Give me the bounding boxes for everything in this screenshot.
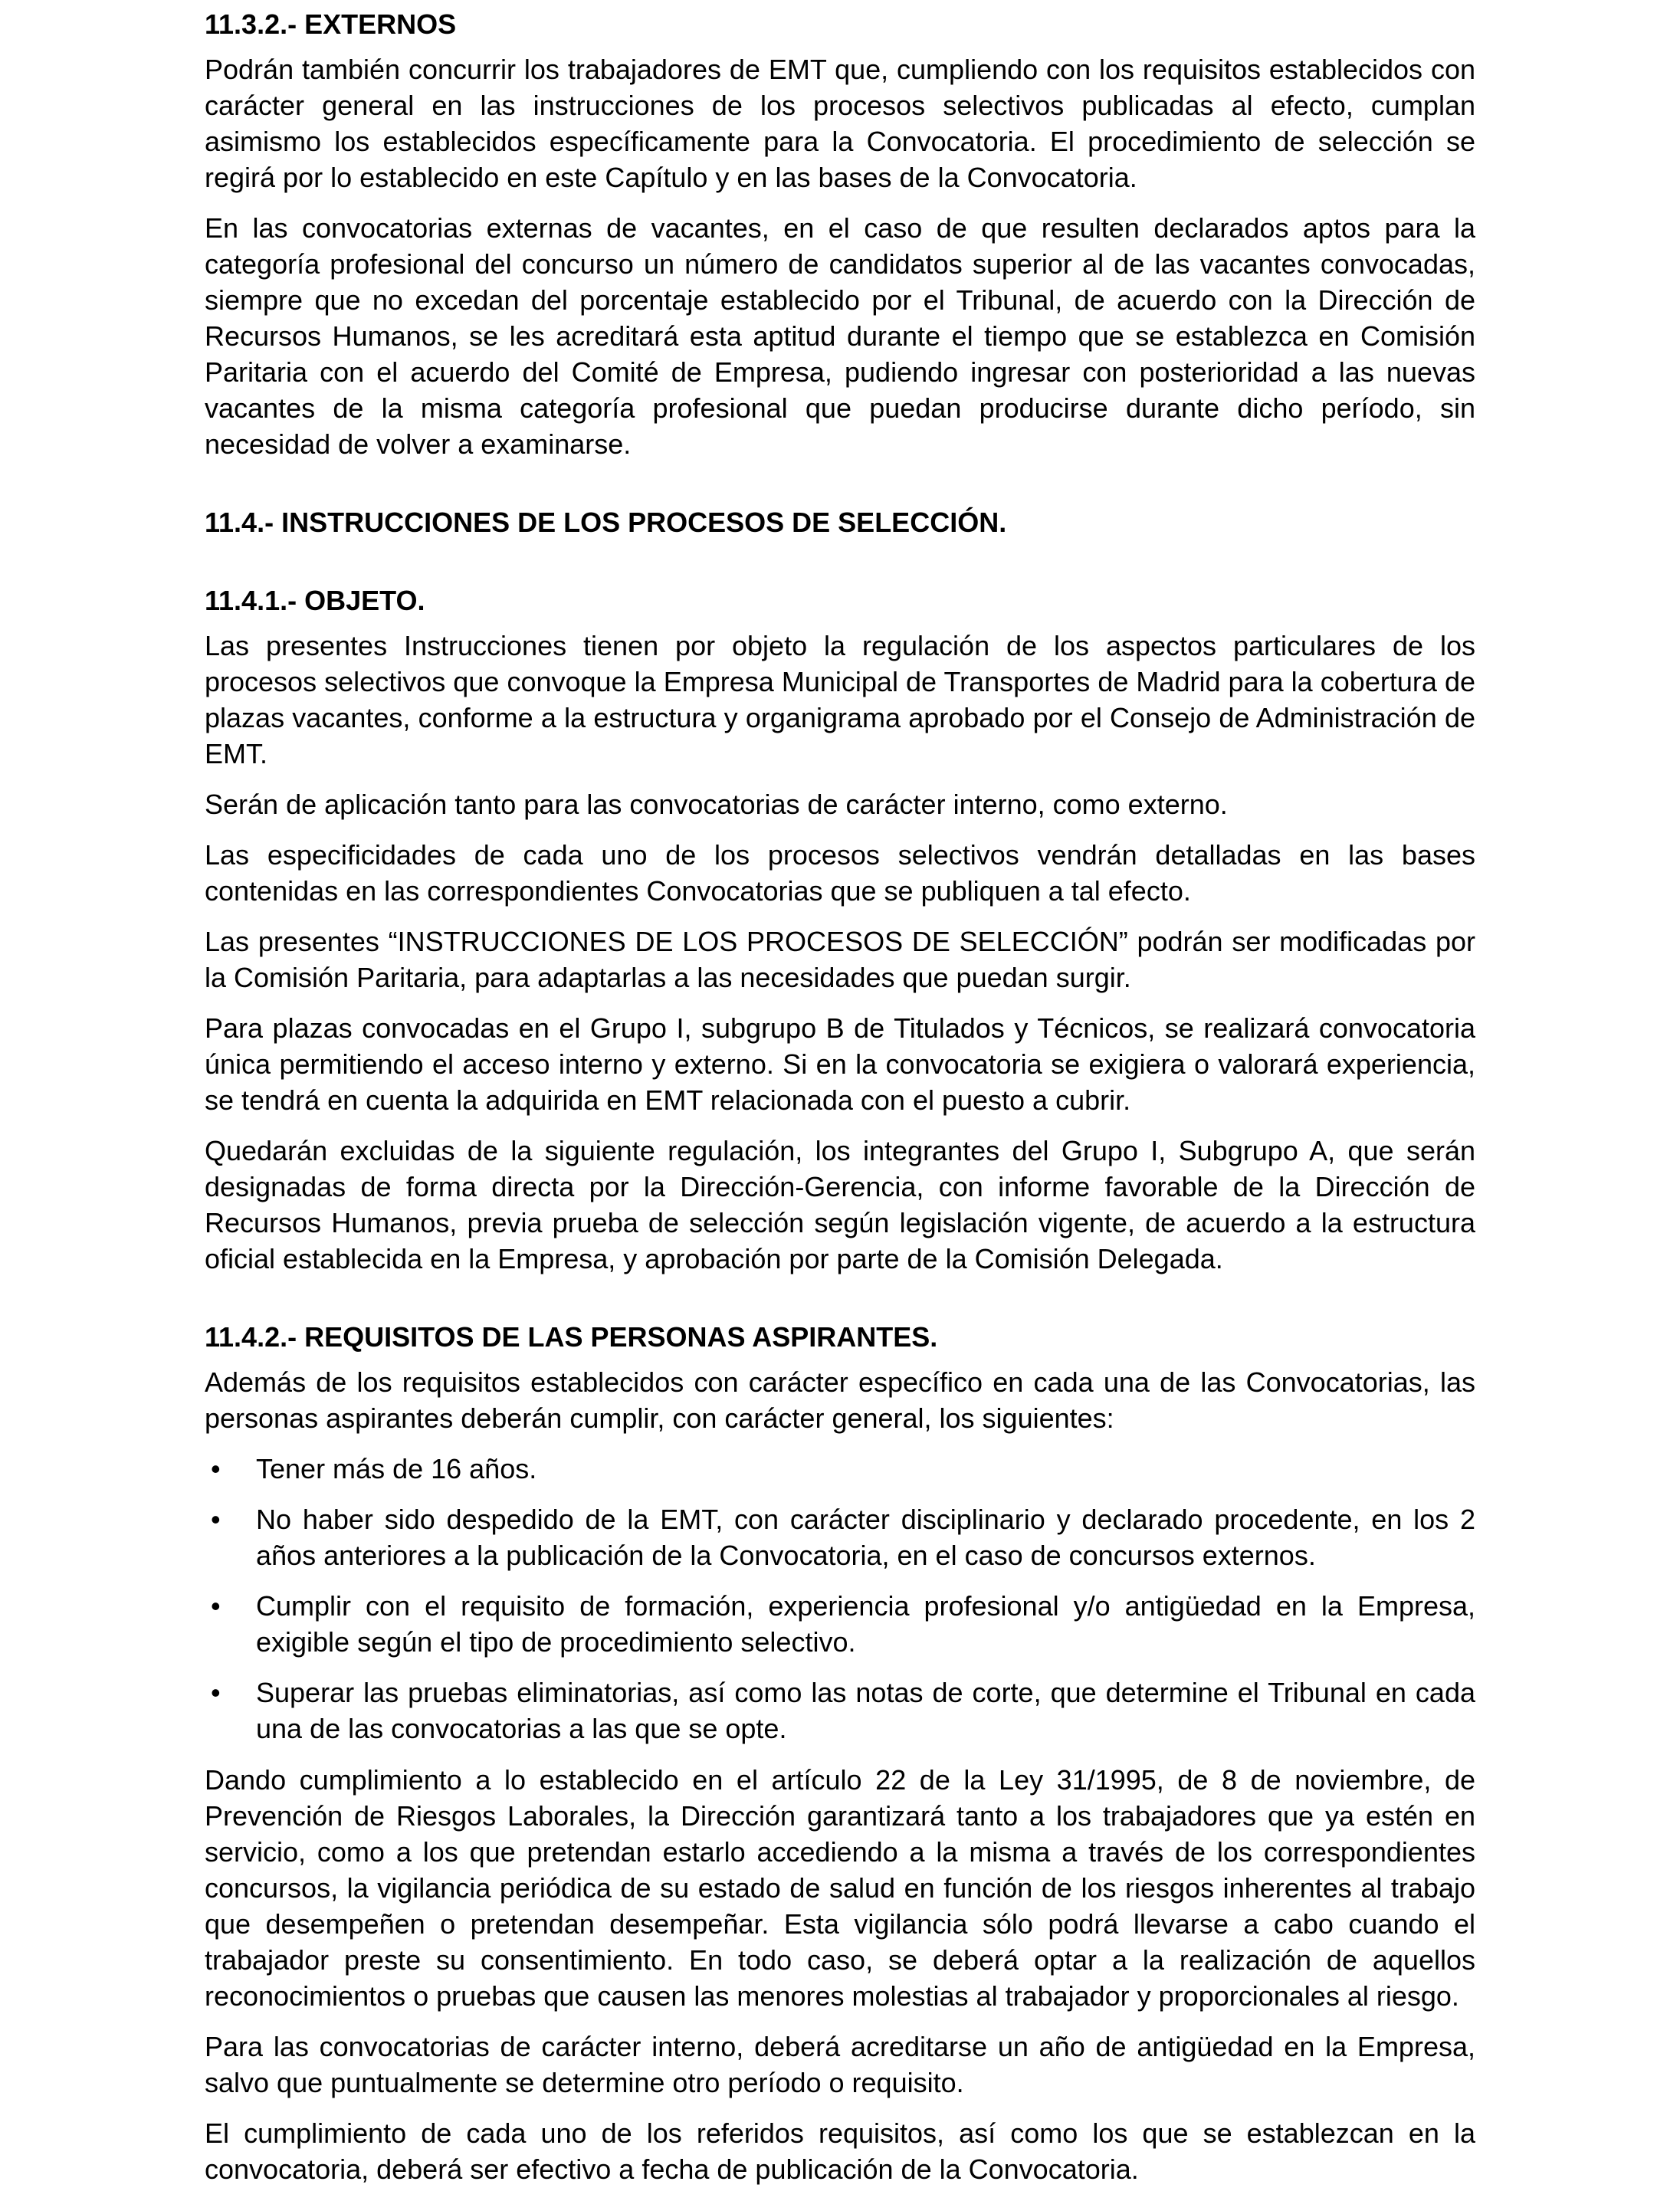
section-heading-11-4-instrucciones: 11.4.- INSTRUCCIONES DE LOS PROCESOS DE SELECCIÓN. xyxy=(205,507,1007,538)
bullet-icon: • xyxy=(211,1677,221,1708)
paragraph-objeto-4: Las presentes “INSTRUCCIONES DE LOS PROCESOS DE SELECCIÓN” podrán ser modificadas por la Comisión Paritaria, para adaptarlas a las necesidades que puedan surgir. xyxy=(205,926,1475,993)
paragraph-prevencion-riesgos: Dando cumplimiento a lo establecido en el artículo 22 de la Ley 31/1995, de 8 de noviembre, de Prevención de Riesgos Laborales, la Dirección garantizará tanto a los trabajadores que ya estén en servicio, como a los que pretendan estarlo accediendo a la misma a través de los correspondientes concursos, la vigilancia periódica de su estado de salud en función de los riesgos inherentes al trabajo que desempeñen o pretendan desempeñar. Esta vigilancia sólo podrá llevarse a cabo cuando el trabajador preste su consentimiento. En todo caso, se deberá optar a la realización de aquellos reconocimientos o pruebas que causen las menores molestias al trabajador y proporcionales al riesgo. xyxy=(205,1764,1475,2012)
bullet-item-text: No haber sido despedido de la EMT, con carácter disciplinario y declarado procedente, en los 2 años anteriores a la publicación de la Convocatoria, en el caso de concursos externos. xyxy=(256,1504,1475,1571)
paragraph-objeto-5: Para plazas convocadas en el Grupo I, subgrupo B de Titulados y Técnicos, se realizará convocatoria única permitiendo el acceso interno y externo. Si en la convocatoria se exigiera o valorará experiencia, se tendrá en cuenta la adquirida en EMT relacionada con el puesto a cubrir. xyxy=(205,1012,1475,1116)
section-heading-11-3-2-externos: 11.3.2.- EXTERNOS xyxy=(205,8,457,40)
bullet-item-text: Superar las pruebas eliminatorias, así como las notas de corte, que determine el Tribunal en cada una de las convocatorias a las que se opte. xyxy=(256,1677,1475,1744)
bullet-item xyxy=(205,1451,1475,1487)
bullet-item-text: Cumplir con el requisito de formación, experiencia profesional y/o antigüedad en la Empresa, exigible según el tipo de procedimiento selectivo. xyxy=(256,1590,1475,1658)
bullet-icon: • xyxy=(211,1504,221,1535)
paragraph-externos-1: Podrán también concurrir los trabajadores de EMT que, cumpliendo con los requisitos establecidos con carácter general en las instrucciones de los procesos selectivos publicadas al efecto, cumplan asimismo los establecidos específicamente para la Convocatoria. El procedimiento de selección se regirá por lo establecido en este Capítulo y en las bases de la Convocatoria. xyxy=(205,54,1475,193)
bullet-item-text: Tener más de 16 años. xyxy=(256,1453,537,1484)
paragraph-objeto-3: Las especificidades de cada uno de los procesos selectivos vendrán detalladas en las bases contenidas en las correspondientes Convocatorias que se publiquen a tal efecto. xyxy=(205,839,1475,907)
section-heading-11-4-1-objeto: 11.4.1.- OBJETO. xyxy=(205,585,425,616)
paragraph-requisitos-intro: Además de los requisitos establecidos con carácter específico en cada una de las Convocatorias, las personas aspirantes deberán cumplir, con carácter general, los siguientes: xyxy=(205,1366,1475,1434)
paragraph-objeto-2: Serán de aplicación tanto para las convocatorias de carácter interno, como externo. xyxy=(205,789,1228,820)
bullet-icon: • xyxy=(211,1453,221,1484)
bullet-item xyxy=(205,1588,1475,1660)
bullet-icon: • xyxy=(211,1590,221,1622)
bullet-item xyxy=(205,1675,1475,1747)
paragraph-objeto-1: Las presentes Instrucciones tienen por objeto la regulación de los aspectos particulares de los procesos selectivos que convoque la Empresa Municipal de Transportes de Madrid para la cobertura de plazas vacantes, conforme a la estructura y organigrama aprobado por el Consejo de Administración de EMT. xyxy=(205,630,1475,769)
bullet-item xyxy=(205,1501,1475,1573)
paragraph-cumplimiento-requisitos: El cumplimiento de cada uno de los referidos requisitos, así como los que se establezcan en la convocatoria, deberá ser efectivo a fecha de publicación de la Convocatoria. xyxy=(205,2117,1475,2185)
requisitos-bullet-list xyxy=(205,1451,1475,1747)
paragraph-antiguedad-interno: Para las convocatorias de carácter interno, deberá acreditarse un año de antigüedad en la Empresa, salvo que puntualmente se determine otro período o requisito. xyxy=(205,2031,1475,2098)
paragraph-externos-2: En las convocatorias externas de vacantes, en el caso de que resulten declarados aptos para la categoría profesional del concurso un número de candidatos superior al de las vacantes convocadas, siempre que no excedan del porcentaje establecido por el Tribunal, de acuerdo con la Dirección de Recursos Humanos, se les acreditará esta aptitud durante el tiempo que se establezca en Comisión Paritaria con el acuerdo del Comité de Empresa, pudiendo ingresar con posterioridad a las nuevas vacantes de la misma categoría profesional que puedan producirse durante dicho período, sin necesidad de volver a examinarse. xyxy=(205,212,1475,460)
section-heading-11-4-2-requisitos: 11.4.2.- REQUISITOS DE LAS PERSONAS ASPIRANTES. xyxy=(205,1321,938,1353)
paragraph-objeto-6: Quedarán excluidas de la siguiente regulación, los integrantes del Grupo I, Subgrupo A, que serán designadas de forma directa por la Dirección-Gerencia, con informe favorable de la Dirección de Recursos Humanos, previa prueba de selección según legislación vigente, de acuerdo a la estructura oficial establecida en la Empresa, y aprobación por parte de la Comisión Delegada. xyxy=(205,1135,1475,1274)
